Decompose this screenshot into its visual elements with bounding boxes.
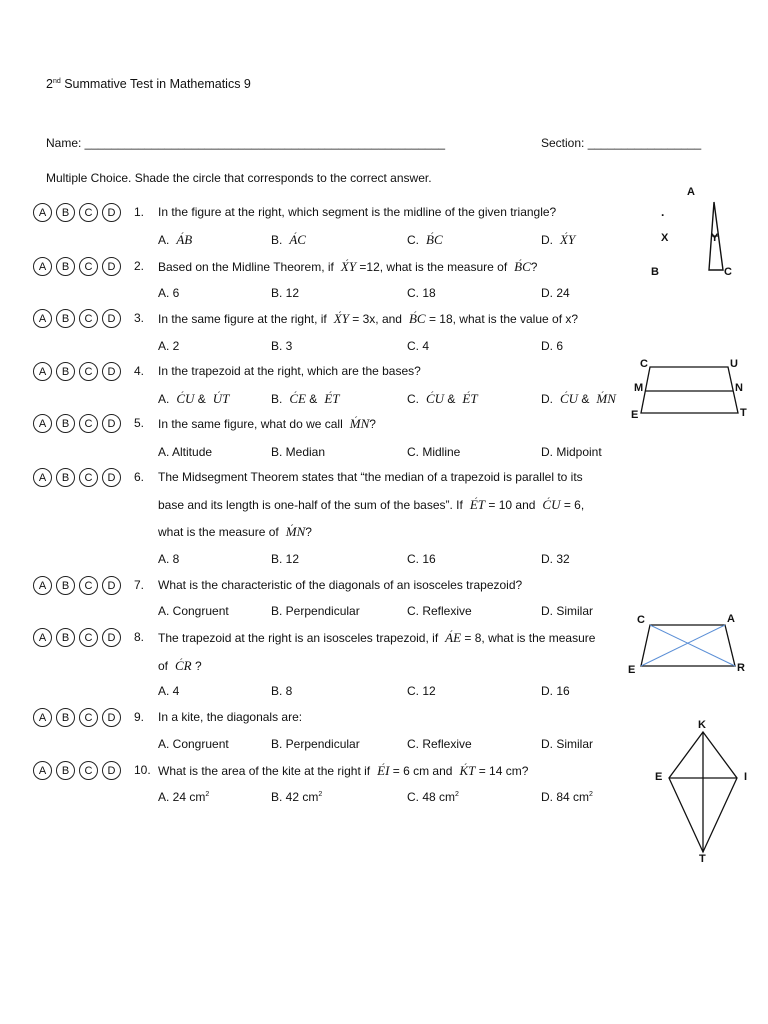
option-text: D. 16	[541, 684, 570, 698]
option-text: C. 18	[407, 286, 436, 300]
answer-bubble-d[interactable]: D	[102, 362, 121, 381]
segment-label: ´ CR	[171, 658, 191, 673]
answer-bubble-a[interactable]: A	[33, 362, 52, 381]
option-text: A. Altitude	[158, 445, 213, 459]
answer-bubble-b[interactable]: B	[56, 708, 75, 727]
answer-option-c	[407, 737, 472, 751]
answer-bubble-c[interactable]: C	[79, 708, 98, 727]
text-fragment: = 8, what is the measure	[461, 631, 596, 645]
iso-trapezoid-label-a: A	[727, 613, 735, 625]
answer-bubble-c[interactable]: C	[79, 414, 98, 433]
option-text: B. 12	[271, 286, 300, 300]
option-text: A. 8	[158, 552, 180, 566]
answer-bubble-a[interactable]: A	[33, 309, 52, 328]
answer-option-c	[407, 445, 460, 459]
option-text: A. Congruent	[158, 604, 229, 618]
answer-bubble-c[interactable]: C	[79, 257, 98, 276]
option-text: B. 42 cm	[271, 790, 319, 804]
text-fragment: ?	[530, 260, 538, 274]
answer-bubble-b[interactable]: B	[56, 414, 75, 433]
question-text-line: The Midsegment Theorem states that “the median of a trapezoid is parallel to its	[158, 470, 583, 484]
question-text: In the figure at the right, which segment is the midline of the given triangle?	[158, 205, 557, 219]
text-fragment: In the same figure, what do we call	[158, 417, 347, 431]
answer-option-a	[158, 552, 179, 566]
triangle-label-y: Y	[711, 232, 719, 244]
text-fragment: In the same figure at the right, if	[158, 312, 331, 326]
text-fragment: = 14 cm?	[475, 764, 529, 778]
option-text: D. Similar	[541, 604, 594, 618]
answer-bubble-a[interactable]: A	[33, 414, 52, 433]
option-text: B. 8	[271, 684, 293, 698]
answer-bubble-b[interactable]: B	[56, 257, 75, 276]
question-number: 7.	[134, 578, 145, 592]
answer-bubbles	[33, 309, 121, 328]
trapezoid-label-u: U	[730, 358, 738, 370]
answer-bubble-d[interactable]: D	[102, 628, 121, 647]
question-number: 8.	[134, 630, 145, 644]
option-text: D. 84 cm	[541, 790, 590, 804]
iso-trapezoid-label-e: E	[628, 664, 636, 676]
segment-label: ´ MN	[346, 416, 369, 431]
question-text-line	[158, 658, 202, 674]
answer-option-b	[271, 445, 325, 459]
answer-option-d	[541, 552, 570, 566]
answer-option-a	[158, 790, 209, 804]
option-text: C. 4	[407, 339, 430, 353]
answer-bubble-d[interactable]: D	[102, 257, 121, 276]
answer-option-c	[407, 552, 436, 566]
answer-bubble-a[interactable]: A	[33, 761, 52, 780]
question-number: 9.	[134, 710, 145, 724]
text-fragment: = 3x, and	[348, 312, 406, 326]
text-fragment: =12, what is the measure of	[356, 260, 511, 274]
option-text: C. 12	[407, 684, 436, 698]
option-text: A. 24 cm	[158, 790, 206, 804]
answer-bubble-a[interactable]: A	[33, 708, 52, 727]
answer-option-d	[541, 684, 570, 698]
option-text: C. 48 cm	[407, 790, 456, 804]
option-text: C. Reflexive	[407, 737, 472, 751]
option-text: A. 4	[158, 684, 180, 698]
text-fragment: Based on the Midline Theorem, if	[158, 260, 338, 274]
segment-label: ´ BC	[405, 311, 425, 326]
option-text: B. 3	[271, 339, 293, 353]
answer-option-d	[541, 737, 593, 751]
triangle-label-c: C	[724, 266, 732, 278]
text-fragment: = 18, what is the value of x?	[425, 312, 579, 326]
question-number: 6.	[134, 470, 145, 484]
answer-option-d	[541, 790, 593, 804]
segment-label: ´ ET	[459, 391, 478, 406]
question-number: 1.	[134, 205, 145, 219]
kite-label-e: E	[655, 771, 663, 783]
answer-bubble-d[interactable]: D	[102, 309, 121, 328]
segment-label: ´ BC	[510, 259, 530, 274]
option-text: C. Midline	[407, 445, 461, 459]
segment-label: ´ CU	[556, 391, 578, 406]
answer-option-b	[271, 339, 292, 353]
superscript: 2	[318, 791, 323, 798]
segment-label: ´ XY	[337, 259, 356, 274]
page-title: 2nd Summative Test in Mathematics 9	[46, 77, 251, 91]
answer-bubble-b[interactable]: B	[56, 203, 75, 222]
text-fragment: base and its length is one-half of the sum of the bases”. If	[158, 498, 467, 512]
answer-bubble-a[interactable]: A	[33, 628, 52, 647]
option-text: A. 2	[158, 339, 180, 353]
answer-bubble-d[interactable]: D	[102, 576, 121, 595]
kite-label-i: I	[744, 771, 748, 783]
text-fragment: What is the area of the kite at the right if	[158, 764, 374, 778]
answer-bubble-c[interactable]: C	[79, 628, 98, 647]
isosceles-trapezoid-figure	[638, 622, 738, 672]
triangle-label-a: A	[687, 186, 695, 198]
segment-label: ´ AC	[286, 232, 306, 247]
question-number: 5.	[134, 416, 145, 430]
answer-bubble-d[interactable]: D	[102, 203, 121, 222]
text-fragment: &	[444, 392, 459, 406]
answer-bubbles	[33, 257, 121, 276]
question-number: 10.	[134, 763, 151, 777]
answer-bubbles	[33, 414, 121, 433]
answer-bubble-a[interactable]: A	[33, 468, 52, 487]
answer-bubbles	[33, 468, 121, 487]
triangle-dot: ·	[661, 208, 665, 222]
option-text: A. Congruent	[158, 737, 229, 751]
question-text	[158, 259, 537, 275]
answer-option-b	[271, 286, 299, 300]
option-text: B. Perpendicular	[271, 604, 360, 618]
answer-option-b	[271, 232, 306, 248]
text-fragment: &	[578, 392, 593, 406]
answer-bubble-c[interactable]: C	[79, 362, 98, 381]
option-text: B. 12	[271, 552, 300, 566]
trapezoid-label-n: N	[735, 382, 743, 394]
text-fragment: = 6,	[560, 498, 585, 512]
answer-option-d	[541, 232, 575, 248]
text-fragment: &	[194, 392, 210, 406]
answer-bubbles	[33, 708, 121, 727]
question-text	[158, 763, 528, 779]
option-text: C.	[407, 233, 423, 247]
iso-trapezoid-label-r: R	[737, 662, 745, 674]
superscript: 2	[205, 791, 210, 798]
answer-option-c	[407, 286, 436, 300]
segment-label: ´ MN	[282, 524, 305, 539]
answer-bubbles	[33, 362, 121, 381]
trapezoid-label-e: E	[631, 409, 639, 421]
answer-option-b	[271, 790, 322, 804]
question-text-line	[158, 497, 584, 513]
question-text: In a kite, the diagonals are:	[158, 710, 303, 724]
text-fragment: = 10 and	[485, 498, 539, 512]
answer-option-a	[158, 391, 229, 407]
option-text: B.	[271, 233, 286, 247]
answer-option-d	[541, 604, 593, 618]
segment-label: ´ EI	[373, 763, 389, 778]
text-fragment: ?	[369, 417, 376, 431]
option-text: C. 16	[407, 552, 436, 566]
answer-bubble-d[interactable]: D	[102, 468, 121, 487]
text-fragment: what is the measure of	[158, 525, 283, 539]
question-number: 2.	[134, 259, 145, 273]
instructions: Multiple Choice. Shade the circle that corresponds to the correct answer.	[46, 171, 432, 185]
option-text: A.	[158, 392, 173, 406]
segment-label: ´ CU	[173, 391, 195, 406]
question-number: 4.	[134, 364, 145, 378]
answer-option-d	[541, 391, 616, 407]
answer-option-a	[158, 684, 179, 698]
segment-label: ´ XY	[556, 232, 575, 247]
segment-label: ´ AE	[441, 630, 461, 645]
section-field[interactable]: Section: _________________	[541, 136, 702, 150]
text-fragment: of	[158, 659, 172, 673]
answer-option-a	[158, 286, 179, 300]
answer-bubble-c[interactable]: C	[79, 203, 98, 222]
answer-option-a	[158, 737, 229, 751]
answer-option-a	[158, 339, 179, 353]
option-text: B. Perpendicular	[271, 737, 360, 751]
option-text: D. 24	[541, 286, 570, 300]
answer-option-a	[158, 232, 192, 248]
answer-option-b	[271, 737, 360, 751]
answer-option-c	[407, 684, 436, 698]
segment-label: ´ CE	[286, 391, 306, 406]
answer-option-d	[541, 339, 563, 353]
answer-bubble-d[interactable]: D	[102, 414, 121, 433]
question-text	[158, 416, 376, 432]
text-fragment: ?	[305, 525, 312, 539]
answer-bubble-c[interactable]: C	[79, 468, 98, 487]
segment-label: ´ ET	[321, 391, 340, 406]
option-text: D.	[541, 233, 557, 247]
answer-bubble-b[interactable]: B	[56, 576, 75, 595]
answer-bubbles	[33, 628, 121, 647]
option-text: B.	[271, 392, 286, 406]
segment-label: ´ MN	[593, 391, 616, 406]
segment-label: ´ XY	[330, 311, 349, 326]
answer-option-c	[407, 604, 472, 618]
option-text: D. Midpoint	[541, 445, 602, 459]
text-fragment: The trapezoid at the right is an isosceles trapezoid, if	[158, 631, 442, 645]
option-text: D. 32	[541, 552, 570, 566]
answer-bubble-b[interactable]: B	[56, 468, 75, 487]
option-text: A.	[158, 233, 173, 247]
name-field[interactable]: Name: ______________________________________________________	[46, 136, 446, 150]
answer-option-d	[541, 286, 570, 300]
answer-bubble-d[interactable]: D	[102, 708, 121, 727]
answer-option-d	[541, 445, 602, 459]
answer-bubble-b[interactable]: B	[56, 309, 75, 328]
text-fragment: ?	[191, 659, 202, 673]
trapezoid-label-c: C	[640, 358, 648, 370]
answer-bubble-b[interactable]: B	[56, 761, 75, 780]
answer-bubble-c[interactable]: C	[79, 576, 98, 595]
answer-option-c	[407, 339, 429, 353]
triangle-label-b: B	[651, 266, 659, 278]
option-text: D.	[541, 392, 557, 406]
iso-trapezoid-label-c: C	[637, 614, 645, 626]
answer-bubble-b[interactable]: B	[56, 628, 75, 647]
trapezoid-label-t: T	[740, 407, 747, 419]
answer-bubble-a[interactable]: A	[33, 576, 52, 595]
question-text-line	[158, 524, 312, 540]
triangle-label-x: X	[661, 232, 669, 244]
answer-option-b	[271, 684, 292, 698]
question-text	[158, 311, 578, 327]
answer-bubbles	[33, 576, 121, 595]
answer-bubbles	[33, 203, 121, 222]
question-text: What is the characteristic of the diagonals of an isosceles trapezoid?	[158, 578, 523, 592]
question-text	[158, 630, 595, 646]
answer-bubble-d[interactable]: D	[102, 761, 121, 780]
trapezoid-figure	[638, 362, 748, 417]
question-number: 3.	[134, 311, 145, 325]
answer-option-c	[407, 790, 459, 804]
option-text: C. Reflexive	[407, 604, 472, 618]
option-text: A. 6	[158, 286, 180, 300]
answer-option-b	[271, 391, 339, 407]
superscript: 2	[455, 791, 459, 798]
option-text: C.	[407, 392, 423, 406]
segment-label: ´ KT	[456, 763, 476, 778]
segment-label: ´ BC	[422, 232, 442, 247]
answer-option-b	[271, 552, 299, 566]
text-fragment: = 6 cm and	[389, 764, 456, 778]
answer-option-b	[271, 604, 360, 618]
option-text: D. 6	[541, 339, 564, 353]
answer-bubble-b[interactable]: B	[56, 362, 75, 381]
kite-label-t: T	[699, 853, 706, 865]
answer-option-c	[407, 391, 478, 407]
segment-label: ´ AB	[173, 232, 193, 247]
segment-label: ´ CU	[422, 391, 444, 406]
answer-bubble-c[interactable]: C	[79, 309, 98, 328]
answer-bubble-a[interactable]: A	[33, 203, 52, 222]
kite-figure	[660, 728, 750, 858]
question-text	[158, 470, 583, 484]
answer-bubble-a[interactable]: A	[33, 257, 52, 276]
text-fragment: &	[305, 392, 321, 406]
answer-bubbles	[33, 761, 121, 780]
option-text: D. Similar	[541, 737, 594, 751]
answer-bubble-c[interactable]: C	[79, 761, 98, 780]
segment-label: ´ CU	[539, 497, 561, 512]
option-text: B. Median	[271, 445, 326, 459]
trapezoid-label-m: M	[634, 382, 644, 394]
kite-label-k: K	[698, 719, 706, 731]
answer-option-a	[158, 604, 229, 618]
answer-option-a	[158, 445, 212, 459]
segment-label: ´ ET	[466, 497, 485, 512]
question-text: In the trapezoid at the right, which are the bases?	[158, 364, 421, 378]
superscript: 2	[589, 791, 593, 798]
segment-label: ´ UT	[209, 391, 229, 406]
answer-option-c	[407, 232, 443, 248]
